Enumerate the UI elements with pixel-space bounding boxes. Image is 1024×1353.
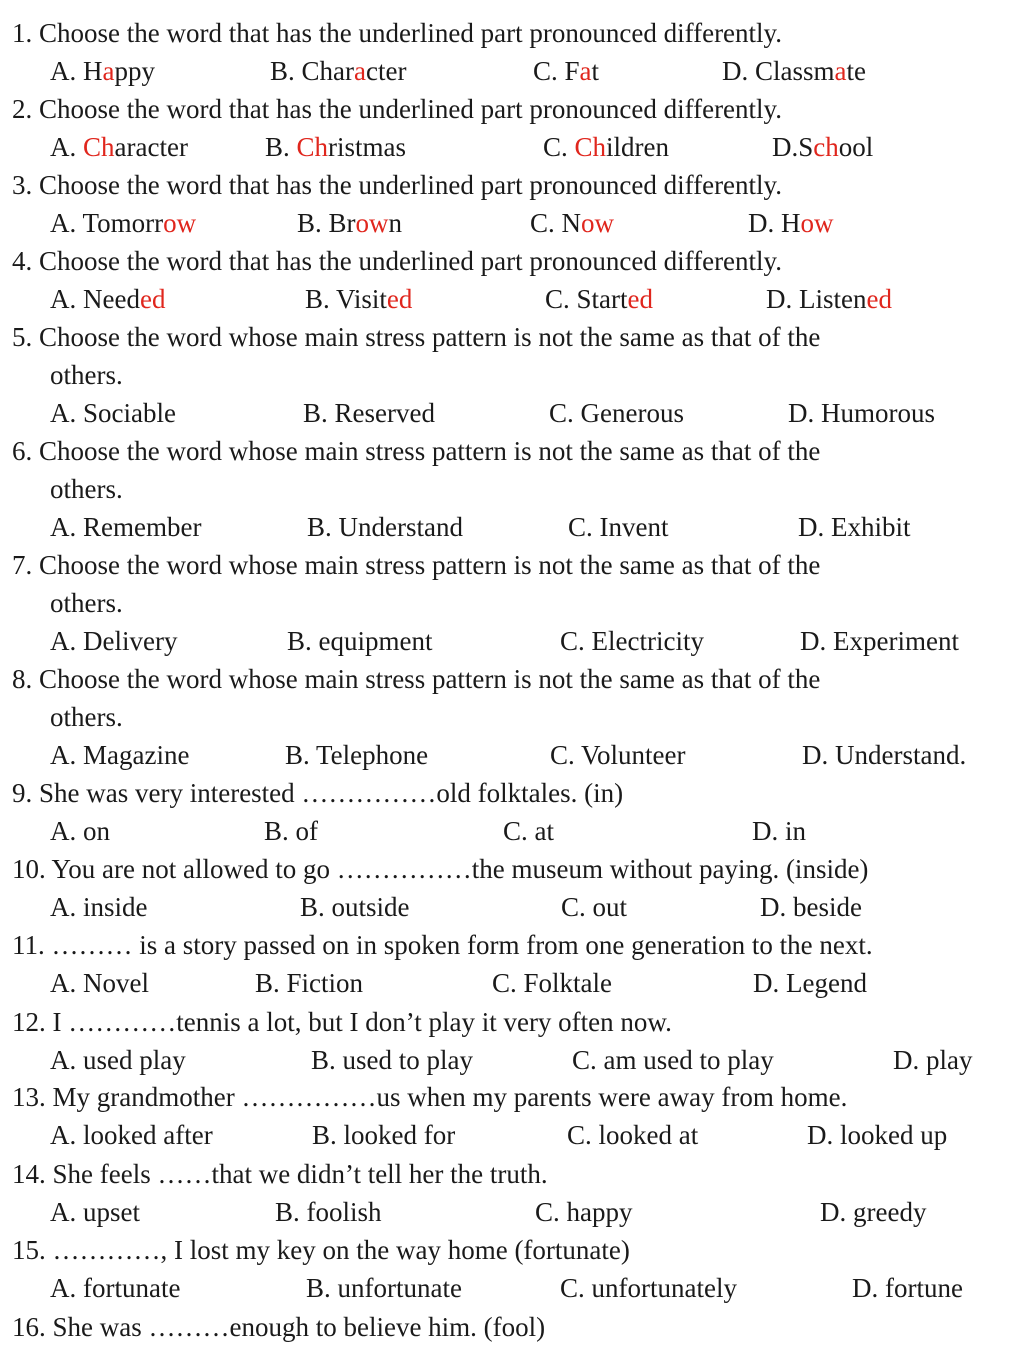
option-word-start: Humorous <box>821 398 935 428</box>
option-word-start: Generous <box>580 398 684 428</box>
option-word-start: at <box>534 816 555 846</box>
question-2-option-c <box>543 131 669 163</box>
question-11-option-c <box>492 967 612 999</box>
option-highlighted-part: ow <box>581 208 615 238</box>
option-label: B. <box>311 1045 343 1075</box>
question-4-stem <box>12 245 782 277</box>
option-word-start: Delivery <box>83 626 178 656</box>
option-label: B. <box>285 740 317 770</box>
option-label: C. <box>543 132 575 162</box>
option-label: D. <box>766 284 799 314</box>
question-2-option-d <box>772 131 873 163</box>
question-3-option-a <box>50 207 196 239</box>
question-13-text: My grandmother ……………us when my parents were away from home. <box>52 1082 848 1112</box>
question-8-option-c <box>550 739 686 771</box>
question-6-option-c <box>568 511 669 543</box>
question-1-text: Choose the word that has the underlined part pronounced differently. <box>39 18 783 48</box>
question-14-option-a <box>50 1196 140 1228</box>
question-9-option-c <box>503 815 554 847</box>
question-2-option-a <box>50 131 188 163</box>
question-4-option-a <box>50 283 165 315</box>
option-word-start: S <box>798 132 814 162</box>
option-word-start: Experiment <box>833 626 959 656</box>
option-word-start: looked at <box>598 1120 699 1150</box>
option-label: D. <box>807 1120 840 1150</box>
option-word-start: Folktale <box>523 968 613 998</box>
question-7-number: 7. <box>12 550 33 580</box>
question-2-number: 2. <box>12 94 33 124</box>
option-highlighted-part: Ch <box>574 132 607 162</box>
question-16-stem <box>12 1311 545 1343</box>
question-8-option-b <box>285 739 428 771</box>
option-label: B. <box>287 626 319 656</box>
option-label: A. <box>50 208 83 238</box>
question-15-option-a <box>50 1272 180 1304</box>
option-label: B. <box>305 284 337 314</box>
option-word-end: ppy <box>114 56 155 86</box>
option-word-start: H <box>781 208 801 238</box>
option-word-start: H <box>83 56 103 86</box>
question-6-text: Choose the word whose main stress pattern is not the same as that of the <box>39 436 821 466</box>
option-label: C. <box>492 968 524 998</box>
question-8-text: Choose the word whose main stress pattern is not the same as that of the <box>39 664 821 694</box>
option-label: A. <box>50 132 83 162</box>
question-10-stem <box>12 853 868 885</box>
question-1-option-d <box>722 55 866 87</box>
option-word-start: looked up <box>840 1120 948 1150</box>
option-word-start: Start <box>576 284 628 314</box>
option-word-start: Visit <box>336 284 387 314</box>
option-label: A. <box>50 512 83 542</box>
option-highlighted-part: ow <box>163 208 197 238</box>
question-13-option-a <box>50 1119 213 1151</box>
option-highlighted-part: a <box>834 56 847 86</box>
question-9-option-a <box>50 815 110 847</box>
option-label: C. <box>535 1197 567 1227</box>
question-12-number: 12. <box>12 1007 46 1037</box>
option-highlighted-part: ed <box>139 284 166 314</box>
question-13-option-c <box>567 1119 698 1151</box>
option-word-start: fortunate <box>83 1273 181 1303</box>
option-label: C. <box>560 626 592 656</box>
option-label: A. <box>50 968 83 998</box>
option-word-start: in <box>785 816 807 846</box>
option-word-start: upset <box>83 1197 140 1227</box>
option-word-start: of <box>295 816 319 846</box>
option-label: D. <box>772 132 799 162</box>
question-11-option-a <box>50 967 149 999</box>
option-word-start: Novel <box>83 968 149 998</box>
question-14-text: She feels ……that we didn’t tell her the truth. <box>52 1159 548 1189</box>
question-8-number: 8. <box>12 664 33 694</box>
question-14-option-b <box>275 1196 382 1228</box>
question-8-option-a <box>50 739 189 771</box>
option-label: C. <box>503 816 535 846</box>
option-label: D. <box>798 512 831 542</box>
option-word-end: ristmas <box>328 132 407 162</box>
question-4-option-d <box>766 283 892 315</box>
question-8-stem <box>12 663 820 695</box>
option-word-start: Volunteer <box>581 740 686 770</box>
question-14-option-d <box>820 1196 926 1228</box>
option-label: A. <box>50 1197 83 1227</box>
question-5-option-c <box>549 397 684 429</box>
question-6-stem <box>12 435 820 467</box>
question-4-option-c <box>545 283 653 315</box>
question-15-option-b <box>306 1272 462 1304</box>
question-9-text: She was very interested ……………old folktales. (in) <box>39 778 624 808</box>
question-16-number: 16. <box>12 1312 46 1342</box>
question-10-option-d <box>760 891 862 923</box>
question-12-text: I …………tennis a lot, but I don’t play it very often now. <box>52 1007 672 1037</box>
option-label: B. <box>303 398 335 428</box>
question-1-stem <box>12 17 782 49</box>
option-word-end: cter <box>365 56 407 86</box>
option-highlighted-part: a <box>354 56 366 86</box>
option-word-start: Listen <box>799 284 867 314</box>
question-6-text-continued: others. <box>50 474 123 504</box>
option-label: B. <box>297 208 329 238</box>
question-11-option-b <box>255 967 363 999</box>
question-9-number: 9. <box>12 778 33 808</box>
question-7-option-c <box>560 625 704 657</box>
option-word-start: Telephone <box>316 740 429 770</box>
question-13-stem <box>12 1081 847 1113</box>
option-highlighted-part: ed <box>627 284 653 314</box>
question-2-option-b <box>265 131 406 163</box>
question-9-option-b <box>264 815 318 847</box>
question-2-stem <box>12 93 782 125</box>
question-11-text: ……… is a story passed on in spoken form from one generation to the next. <box>51 930 873 960</box>
question-10-option-a <box>50 891 148 923</box>
option-word-start: looked after <box>83 1120 213 1150</box>
option-label: B. <box>306 1273 338 1303</box>
option-highlighted-part: a <box>579 56 592 86</box>
option-label: A. <box>50 56 83 86</box>
option-label: B. <box>275 1197 307 1227</box>
option-label: D. <box>760 892 793 922</box>
option-label: C. <box>549 398 581 428</box>
question-14-stem <box>12 1158 548 1190</box>
question-11-option-d <box>753 967 867 999</box>
question-7-text-continued: others. <box>50 588 123 618</box>
question-16-text: She was ………enough to believe him. (fool) <box>52 1312 546 1342</box>
option-word-start: foolish <box>306 1197 382 1227</box>
option-label: A. <box>50 398 83 428</box>
option-label: A. <box>50 816 83 846</box>
question-9-option-d <box>752 815 806 847</box>
option-label: C. <box>545 284 577 314</box>
question-3-stem <box>12 169 782 201</box>
question-7-text: Choose the word whose main stress pattern is not the same as that of the <box>39 550 821 580</box>
option-label: A. <box>50 740 83 770</box>
option-label: A. <box>50 284 83 314</box>
question-12-option-d <box>893 1044 973 1076</box>
option-word-start: on <box>83 816 110 846</box>
option-word-start: play <box>926 1045 973 1075</box>
option-label: D. <box>748 208 781 238</box>
question-4-text: Choose the word that has the underlined part pronounced differently. <box>39 246 783 276</box>
option-word-start: am used to play <box>603 1045 774 1075</box>
option-word-start: used play <box>83 1045 186 1075</box>
question-13-option-d <box>807 1119 947 1151</box>
option-word-start: beside <box>793 892 862 922</box>
option-highlighted-part: ch <box>813 132 839 162</box>
option-label: C. <box>561 892 593 922</box>
question-1-number: 1. <box>12 18 33 48</box>
option-label: C. <box>533 56 565 86</box>
option-word-end: te <box>846 56 866 86</box>
option-word-start: equipment <box>318 626 433 656</box>
option-label: B. <box>312 1120 344 1150</box>
question-3-option-d <box>748 207 834 239</box>
question-14-option-c <box>535 1196 633 1228</box>
option-label: D. <box>753 968 786 998</box>
option-word-end: ool <box>838 132 874 162</box>
option-label: D. <box>820 1197 853 1227</box>
question-13-number: 13. <box>12 1082 46 1112</box>
question-5-text-continued: others. <box>50 360 123 390</box>
question-12-option-c <box>572 1044 774 1076</box>
option-label: B. <box>300 892 332 922</box>
option-word-start: inside <box>83 892 148 922</box>
option-label: C. <box>530 208 562 238</box>
option-highlighted-part: Ch <box>83 132 115 162</box>
option-word-end: n <box>388 208 403 238</box>
option-label: A. <box>50 1120 83 1150</box>
question-5-stem <box>12 321 820 353</box>
question-8-text-continued: others. <box>50 702 123 732</box>
question-6-option-b <box>307 511 463 543</box>
option-label: A. <box>50 626 83 656</box>
question-5-text: Choose the word whose main stress pattern is not the same as that of the <box>39 322 821 352</box>
option-label: D. <box>852 1273 885 1303</box>
option-word-start: Char <box>301 56 354 86</box>
option-label: D. <box>752 816 785 846</box>
option-label: B. <box>255 968 287 998</box>
question-5-option-b <box>303 397 435 429</box>
question-15-option-d <box>852 1272 963 1304</box>
option-label: C. <box>560 1273 592 1303</box>
option-label: A. <box>50 1045 83 1075</box>
option-label: A. <box>50 1273 83 1303</box>
option-word-start: outside <box>331 892 410 922</box>
option-highlighted-part: ow <box>800 208 834 238</box>
option-word-end: t <box>591 56 600 86</box>
option-word-start: happy <box>566 1197 633 1227</box>
question-1-option-c <box>533 55 599 87</box>
question-6-option-a <box>50 511 201 543</box>
option-word-start: Understand <box>338 512 463 542</box>
option-word-start: Exhibit <box>831 512 911 542</box>
question-7-option-d <box>800 625 959 657</box>
option-word-start: Invent <box>599 512 669 542</box>
option-word-start: Sociable <box>83 398 176 428</box>
option-label: B. <box>307 512 339 542</box>
question-10-text: You are not allowed to go ……………the museum without paying. (inside) <box>51 854 869 884</box>
question-4-number: 4. <box>12 246 33 276</box>
question-3-text: Choose the word that has the underlined part pronounced differently. <box>39 170 783 200</box>
question-7-option-b <box>287 625 433 657</box>
question-12-option-a <box>50 1044 186 1076</box>
option-word-start: Electricity <box>591 626 704 656</box>
question-6-option-d <box>798 511 911 543</box>
question-14-number: 14. <box>12 1159 46 1189</box>
question-15-stem <box>12 1234 630 1266</box>
question-3-option-c <box>530 207 614 239</box>
option-word-start: Remember <box>83 512 202 542</box>
option-label: B. <box>270 56 302 86</box>
option-word-start: Legend <box>786 968 867 998</box>
option-label: B. <box>264 816 296 846</box>
option-word-start: Tomorr <box>82 208 164 238</box>
option-word-start: Classm <box>755 56 835 86</box>
option-word-start: out <box>592 892 628 922</box>
option-word-end: aracter <box>114 132 188 162</box>
option-word-start: used to play <box>342 1045 473 1075</box>
option-highlighted-part: ed <box>386 284 413 314</box>
option-word-start: Br <box>328 208 356 238</box>
option-word-start: Fiction <box>286 968 364 998</box>
question-5-option-a <box>50 397 176 429</box>
question-4-option-b <box>305 283 412 315</box>
option-word-start: Reserved <box>334 398 435 428</box>
option-label: C. <box>568 512 600 542</box>
question-10-option-c <box>561 891 627 923</box>
question-15-text: …………, I lost my key on the way home (fortunate) <box>52 1235 630 1265</box>
option-highlighted-part: a <box>102 56 115 86</box>
question-3-number: 3. <box>12 170 33 200</box>
option-word-start: N <box>561 208 582 238</box>
question-5-option-d <box>788 397 935 429</box>
question-15-number: 15. <box>12 1235 46 1265</box>
question-6-number: 6. <box>12 436 33 466</box>
question-11-number: 11. <box>12 930 45 960</box>
question-12-option-b <box>311 1044 473 1076</box>
option-word-start: unfortunately <box>591 1273 737 1303</box>
option-label: D. <box>722 56 755 86</box>
question-10-number: 10. <box>12 854 46 884</box>
option-word-start: Need <box>83 284 140 314</box>
question-3-option-b <box>297 207 402 239</box>
option-label: C. <box>572 1045 604 1075</box>
option-highlighted-part: ed <box>866 284 892 314</box>
option-label: B. <box>265 132 297 162</box>
option-highlighted-part: ow <box>355 208 389 238</box>
option-word-start: unfortunate <box>337 1273 462 1303</box>
option-label: D. <box>893 1045 926 1075</box>
option-word-start: fortune <box>885 1273 963 1303</box>
option-label: D. <box>802 740 835 770</box>
option-word-start: greedy <box>853 1197 927 1227</box>
option-word-start: F <box>564 56 580 86</box>
question-2-text: Choose the word that has the underlined part pronounced differently. <box>39 94 783 124</box>
option-label: D. <box>800 626 833 656</box>
option-word-start: Understand. <box>835 740 967 770</box>
question-1-option-a <box>50 55 155 87</box>
question-10-option-b <box>300 891 410 923</box>
question-5-number: 5. <box>12 322 33 352</box>
question-15-option-c <box>560 1272 737 1304</box>
option-label: C. <box>550 740 582 770</box>
option-word-start: Magazine <box>83 740 190 770</box>
option-word-end: ildren <box>606 132 670 162</box>
option-label: A. <box>50 892 83 922</box>
question-7-option-a <box>50 625 177 657</box>
question-13-option-b <box>312 1119 455 1151</box>
option-label: D. <box>788 398 821 428</box>
option-word-start: looked for <box>343 1120 456 1150</box>
option-highlighted-part: Ch <box>296 132 329 162</box>
question-12-stem <box>12 1006 672 1038</box>
question-11-stem <box>12 929 873 961</box>
question-8-option-d <box>802 739 966 771</box>
question-7-stem <box>12 549 820 581</box>
option-label: C. <box>567 1120 599 1150</box>
question-1-option-b <box>270 55 406 87</box>
question-9-stem <box>12 777 623 809</box>
